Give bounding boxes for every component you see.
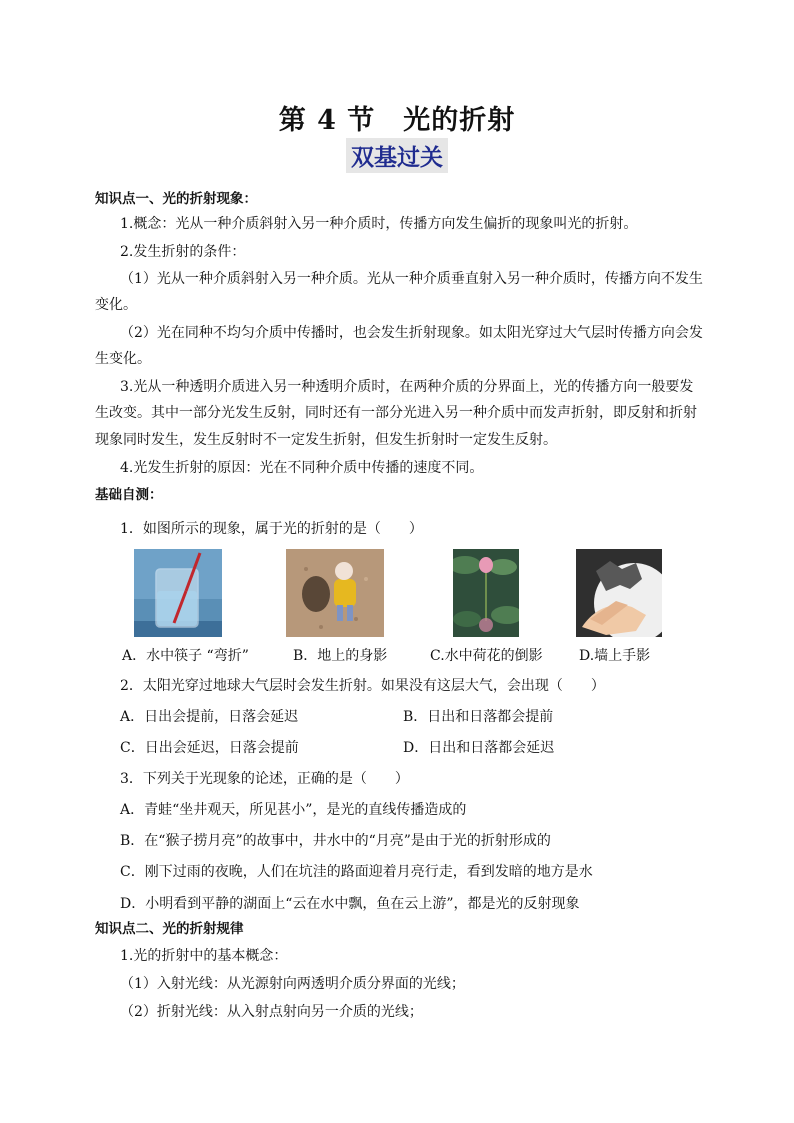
q2-stem: 2．太阳光穿过地球大气层时会发生折射。如果没有这层大气，会出现（ ）: [120, 678, 605, 694]
q1-option-c: C.水中荷花的倒影: [430, 648, 543, 664]
section1-p3b: 变化。: [95, 297, 137, 313]
q2-option-d: D．日出和日落都会延迟: [403, 740, 555, 756]
child-shadow-image: [286, 549, 384, 637]
q1-option-d: D.墙上手影: [579, 648, 651, 664]
section2-p3: （2）折射光线：从入射点射向另一介质的光线；: [120, 1004, 423, 1020]
section1-p5b: 生改变。其中一部分光发生反射，同时还有一部分光进入另一种介质中而发声折射，即反射和折射: [95, 405, 697, 421]
section1-p6: 4.光发生折射的原因：光在不同种介质中传播的速度不同。: [120, 460, 484, 476]
section2-p1: 1.光的折射中的基本概念：: [120, 948, 288, 964]
page-subtitle: [0, 138, 794, 173]
q1-stem: 1．如图所示的现象，属于光的折射的是（ ）: [120, 521, 423, 537]
q3-option-c: C．刚下过雨的夜晚，人们在坑洼的路面迎着月亮行走，看到发暗的地方是水: [120, 864, 593, 880]
hand-shadow-image: [576, 549, 662, 637]
q3-option-a: A．青蛙“坐井观天，所见甚小”，是光的直线传播造成的: [120, 802, 467, 818]
q3-stem: 3．下列关于光现象的论述，正确的是（ ）: [120, 771, 409, 787]
lotus-reflection-image: [453, 549, 519, 637]
section1-p3a: （1）光从一种介质斜射入另一种介质。光从一种介质垂直射入另一种介质时，传播方向不发生: [120, 271, 703, 287]
subtitle-label: 双基过关: [346, 138, 448, 173]
q1-option-b: B．地上的身影: [293, 648, 388, 664]
section2-p2: （1）入射光线：从光源射向两透明介质分界面的光线；: [120, 976, 465, 992]
section1-p4b: 生变化。: [95, 351, 151, 367]
section1-p5a: 3.光从一种透明介质进入另一种透明介质时，在两种介质的分界面上，光的传播方向一般要发: [120, 379, 694, 395]
page-title: 第 4 节 光的折射: [278, 105, 516, 136]
q2-option-a: A．日出会提前，日落会延迟: [120, 709, 299, 725]
section1-p4a: （2）光在同种不均匀介质中传播时，也会发生折射现象。如太阳光穿过大气层时传播方向会发: [120, 325, 703, 341]
q2-option-c: C．日出会延迟，日落会提前: [120, 740, 299, 756]
section1-p1: 1.概念：光从一种介质斜射入另一种介质时，传播方向发生偏折的现象叫光的折射。: [120, 216, 638, 232]
selftest-heading: 基础自测：: [95, 487, 163, 503]
section2-heading: 知识点二、光的折射规律: [95, 921, 244, 937]
q2-option-b: B．日出和日落都会提前: [403, 709, 554, 725]
section1-p2: 2.发生折射的条件：: [120, 244, 246, 260]
q1-option-a: A．水中筷子 “弯折”: [122, 648, 249, 664]
q3-option-d: D．小明看到平静的湖面上“云在水中飘，鱼在云上游”，都是光的反射现象: [120, 896, 580, 912]
section1-p5c: 现象同时发生，发生反射时不一定发生折射，但发生折射时一定发生反射。: [95, 432, 557, 448]
q3-option-b: B．在“猴子捞月亮”的故事中，井水中的“月亮”是由于光的折射形成的: [120, 833, 551, 849]
glass-chopstick-image: [134, 549, 222, 637]
section1-heading: 知识点一、光的折射现象：: [95, 191, 257, 207]
